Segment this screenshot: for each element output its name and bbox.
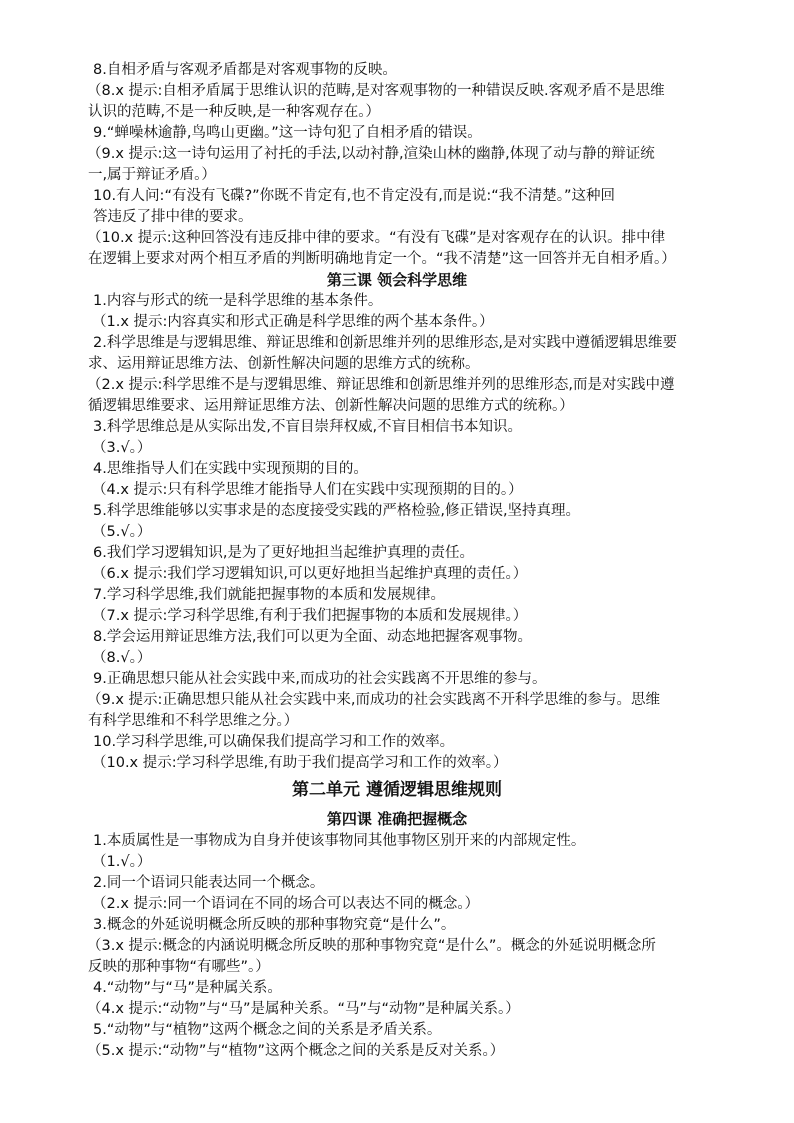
lesson-4-title: 第四课 准确把握概念 <box>326 810 468 828</box>
hint-10: （10.x 提示:这种回答没有违反排中律的要求。“有没有飞碟”是对客观存在的认识。排中律 <box>87 230 666 246</box>
l4-statement-3: 3.概念的外延说明概念所反映的那种事物究竟“是什么”。 <box>93 917 456 933</box>
statement-10-cont: 答违反了排中律的要求。 <box>93 209 253 225</box>
l4-hint-3-cont: 反映的那种事物“有哪些”。） <box>88 959 270 975</box>
l3-statement-9: 9.正确思想只能从社会实践中来,而成功的社会实践离不开思维的参与。 <box>93 671 547 687</box>
hint-8-cont: 认识的范畴,不是一种反映,是一种客观存在。） <box>88 104 380 120</box>
l4-hint-3: （3.x 提示:概念的内涵说明概念所反映的那种事物究竟“是什么”。概念的外延说明概念所 <box>87 938 656 954</box>
l3-hint-6: （6.x 提示:我们学习逻辑知识,可以更好地担当起维护真理的责任。） <box>92 566 528 582</box>
l3-statement-5: 5.科学思维能够以实事求是的态度接受实践的严格检验,修正错误,坚持真理。 <box>93 503 581 519</box>
l4-statement-2: 2.同一个语词只能表达同一个概念。 <box>93 875 325 891</box>
l3-statement-6: 6.我们学习逻辑知识,是为了更好地担当起维护真理的责任。 <box>93 545 474 561</box>
l4-statement-5: 5.“动物”与“植物”这两个概念之间的关系是矛盾关系。 <box>93 1022 442 1038</box>
l3-answer-5: （5.√。） <box>92 524 152 540</box>
l3-answer-8: （8.√。） <box>92 650 152 666</box>
statement-10: 10.有人问:“有没有飞碟?”你既不肯定有,也不肯定没有,而是说:“我不清楚。”这种回 <box>93 188 616 204</box>
hint-10-cont: 在逻辑上要求对两个相互矛盾的判断明确地肯定一个。“我不清楚”这一回答并无自相矛盾。） <box>88 251 676 267</box>
l4-hint-4: （4.x 提示:“动物”与“马”是属种关系。“马”与“动物”是种属关系。） <box>87 1001 520 1017</box>
l4-hint-2: （2.x 提示:同一个语词在不同的场合可以表达不同的概念。） <box>92 896 480 912</box>
l4-statement-1: 1.本质属性是一事物成为自身并使该事物同其他事物区别开来的内部规定性。 <box>93 833 586 849</box>
l3-statement-10: 10.学习科学思维,可以确保我们提高学习和工作的效率。 <box>93 734 455 750</box>
hint-9-cont: 一,属于辩证矛盾。） <box>88 167 216 183</box>
hint-8: （8.x 提示:自相矛盾属于思维认识的范畴,是对客观事物的一种错误反映.客观矛盾不是思维 <box>87 83 665 99</box>
l3-hint-1: （1.x 提示:内容真实和形式正确是科学思维的两个基本条件。） <box>92 314 494 330</box>
l3-hint-9: （9.x 提示:正确思想只能从社会实践中来,而成功的社会实践离不开科学思维的参与。思维 <box>87 692 661 708</box>
lesson-3-title: 第三课 领会科学思维 <box>326 271 468 289</box>
l3-hint-2-cont: 循逻辑思维要求、运用辩证思维方法、创新性解决问题的思维方式的统称。） <box>88 398 574 414</box>
l3-statement-7: 7.学习科学思维,我们就能把握事物的本质和发展规律。 <box>93 587 445 603</box>
l3-hint-7: （7.x 提示:学习科学思维,有利于我们把握事物的本质和发展规律。） <box>92 608 528 624</box>
l3-hint-2: （2.x 提示:科学思维不是与逻辑思维、辩证思维和创新思维并列的思维形态,而是对实践中遵 <box>87 377 675 393</box>
l3-statement-2-cont: 求、运用辩证思维方法、创新性解决问题的思维方式的统称。 <box>88 356 480 372</box>
l4-answer-1: （1.√。） <box>92 854 152 870</box>
unit-2-title: 第二单元 遵循逻辑思维规则 <box>292 780 502 800</box>
l3-statement-4: 4.思维指导人们在实践中实现预期的目的。 <box>93 461 368 477</box>
l3-statement-3: 3.科学思维总是从实际出发,不盲目崇拜权威,不盲目相信书本知识。 <box>93 419 523 435</box>
statement-9: 9.“蝉噪林逾静,鸟鸣山更幽。”这一诗句犯了自相矛盾的错误。 <box>93 125 482 141</box>
l3-statement-2: 2.科学思维是与逻辑思维、辩证思维和创新思维并列的思维形态,是对实践中遵循逻辑思维要 <box>93 335 677 351</box>
statement-8: 8.自相矛盾与客观矛盾都是对客观事物的反映。 <box>93 62 397 78</box>
l3-statement-1: 1.内容与形式的统一是科学思维的基本条件。 <box>93 293 383 309</box>
l3-statement-8: 8.学会运用辩证思维方法,我们可以更为全面、动态地把握客观事物。 <box>93 629 532 645</box>
l3-hint-4: （4.x 提示:只有科学思维才能指导人们在实践中实现预期的目的。） <box>92 482 523 498</box>
l4-statement-4: 4.“动物”与“马”是种属关系。 <box>93 980 282 996</box>
l4-hint-5: （5.x 提示:“动物”与“植物”这两个概念之间的关系是反对关系。） <box>87 1043 505 1059</box>
l3-hint-10: （10.x 提示:学习科学思维,有助于我们提高学习和工作的效率。） <box>92 755 508 771</box>
l3-hint-9-cont: 有科学思维和不科学思维之分。） <box>88 713 299 729</box>
l3-answer-3: （3.√。） <box>92 440 152 456</box>
hint-9: （9.x 提示:这一诗句运用了衬托的手法,以动衬静,渲染山林的幽静,体现了动与静的辩证统 <box>87 146 655 162</box>
